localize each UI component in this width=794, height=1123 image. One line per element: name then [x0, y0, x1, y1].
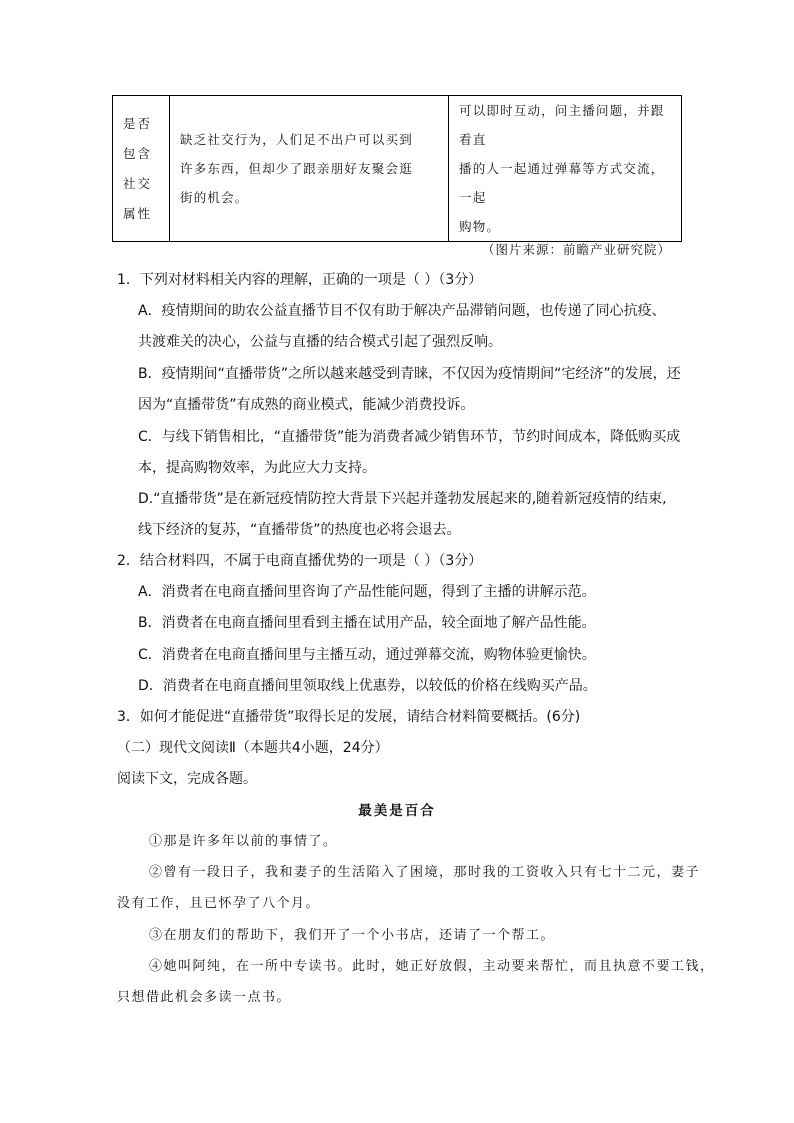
q1-option-b-cont: 因为“直播带货”有成熟的商业模式，能减少消费投诉。: [138, 397, 475, 413]
q1-option-a: A．疫情期间的助农公益直播节目不仅有助于解决产品滞销问题，也传递了同心抗疫、: [138, 303, 666, 319]
essay-title: 最美是百合: [358, 803, 436, 819]
comparison-table: [112, 95, 682, 242]
table-row: [113, 96, 682, 242]
image-source-note: （图片来源：前瞻产业研究院）: [481, 242, 671, 257]
paragraph-4-cont: 只想借此机会多读一点书。: [117, 990, 292, 1005]
q1-stem: 1．下列对材料相关内容的理解，正确的一项是（ ）（3分）: [117, 272, 483, 288]
section-instruction: 阅读下文，完成各题。: [117, 771, 257, 787]
section-heading: （二）现代文阅读Ⅱ（本题共4小题，24分）: [117, 740, 389, 756]
q1-option-d-cont: 线下经济的复苏，“直播带货”的热度也必将会退去。: [138, 522, 461, 538]
paragraph-2: ②曾有一段日子，我和妻子的生活陷入了困境，那时我的工资收入只有七十二元，妻子: [149, 865, 701, 880]
q2-option-d: D．消费者在电商直播间里领取线上优惠券，以较低的价格在线购买产品。: [138, 678, 597, 694]
q2-stem: 2．结合材料四，不属于电商直播优势的一项是（ ）（3分）: [117, 553, 483, 569]
q2-option-c: C．消费者在电商直播间里与主播互动，通过弹幕交流，购物体验更愉快。: [138, 647, 596, 663]
q2-option-a: A．消费者在电商直播间里咨询了产品性能问题，得到了主播的讲解示范。: [138, 584, 596, 600]
q1-option-c: C．与线下销售相比，“直播带货”能为消费者减少销售环节，节约时间成本，降低购买成: [138, 429, 681, 445]
q1-option-a-cont: 共渡难关的决心，公益与直播的结合模式引起了强烈反响。: [138, 334, 502, 350]
paragraph-3: ③在朋友们的帮助下，我们开了一个小书店，还请了一个帮工。: [149, 928, 556, 943]
q1-option-c-cont: 本，提高购物效率，为此应大力支持。: [138, 460, 376, 476]
q1-option-d: D.“直播带货”是在新冠疫情防控大背景下兴起并蓬勃发展起来的,随着新冠疫情的结束,: [138, 491, 667, 507]
q3-stem: 3．如何才能促进“直播带货”取得长足的发展，请结合材料简要概括。(6分): [117, 709, 581, 725]
paragraph-4: ④她叫阿纯，在一所中专读书。此时，她正好放假，主动要来帮忙，而且执意不要工钱，: [149, 959, 715, 974]
paragraph-2-cont: 没有工作，且已怀孕了八个月。: [117, 896, 321, 911]
row-header-cell: 是否 包含 社交 属性: [113, 96, 170, 242]
paragraph-1: ①那是许多年以前的事情了。: [149, 834, 338, 849]
live-stream-cell: 可以即时互动，问主播问题，并跟看直 播的人一起通过弹幕等方式交流，一起 购物。: [449, 96, 682, 242]
offline-cell: 缺乏社交行为，人们足不出户可以买到 许多东西，但却少了跟亲朋好友聚会逛 街的机会。: [170, 96, 449, 242]
q2-option-b: B．消费者在电商直播间里看到主播在试用产品，较全面地了解产品性能。: [138, 615, 596, 631]
q1-option-b: B．疫情期间“直播带货”之所以越来越受到青睐，不仅因为疫情期间“宅经济”的发展，还: [138, 366, 681, 382]
